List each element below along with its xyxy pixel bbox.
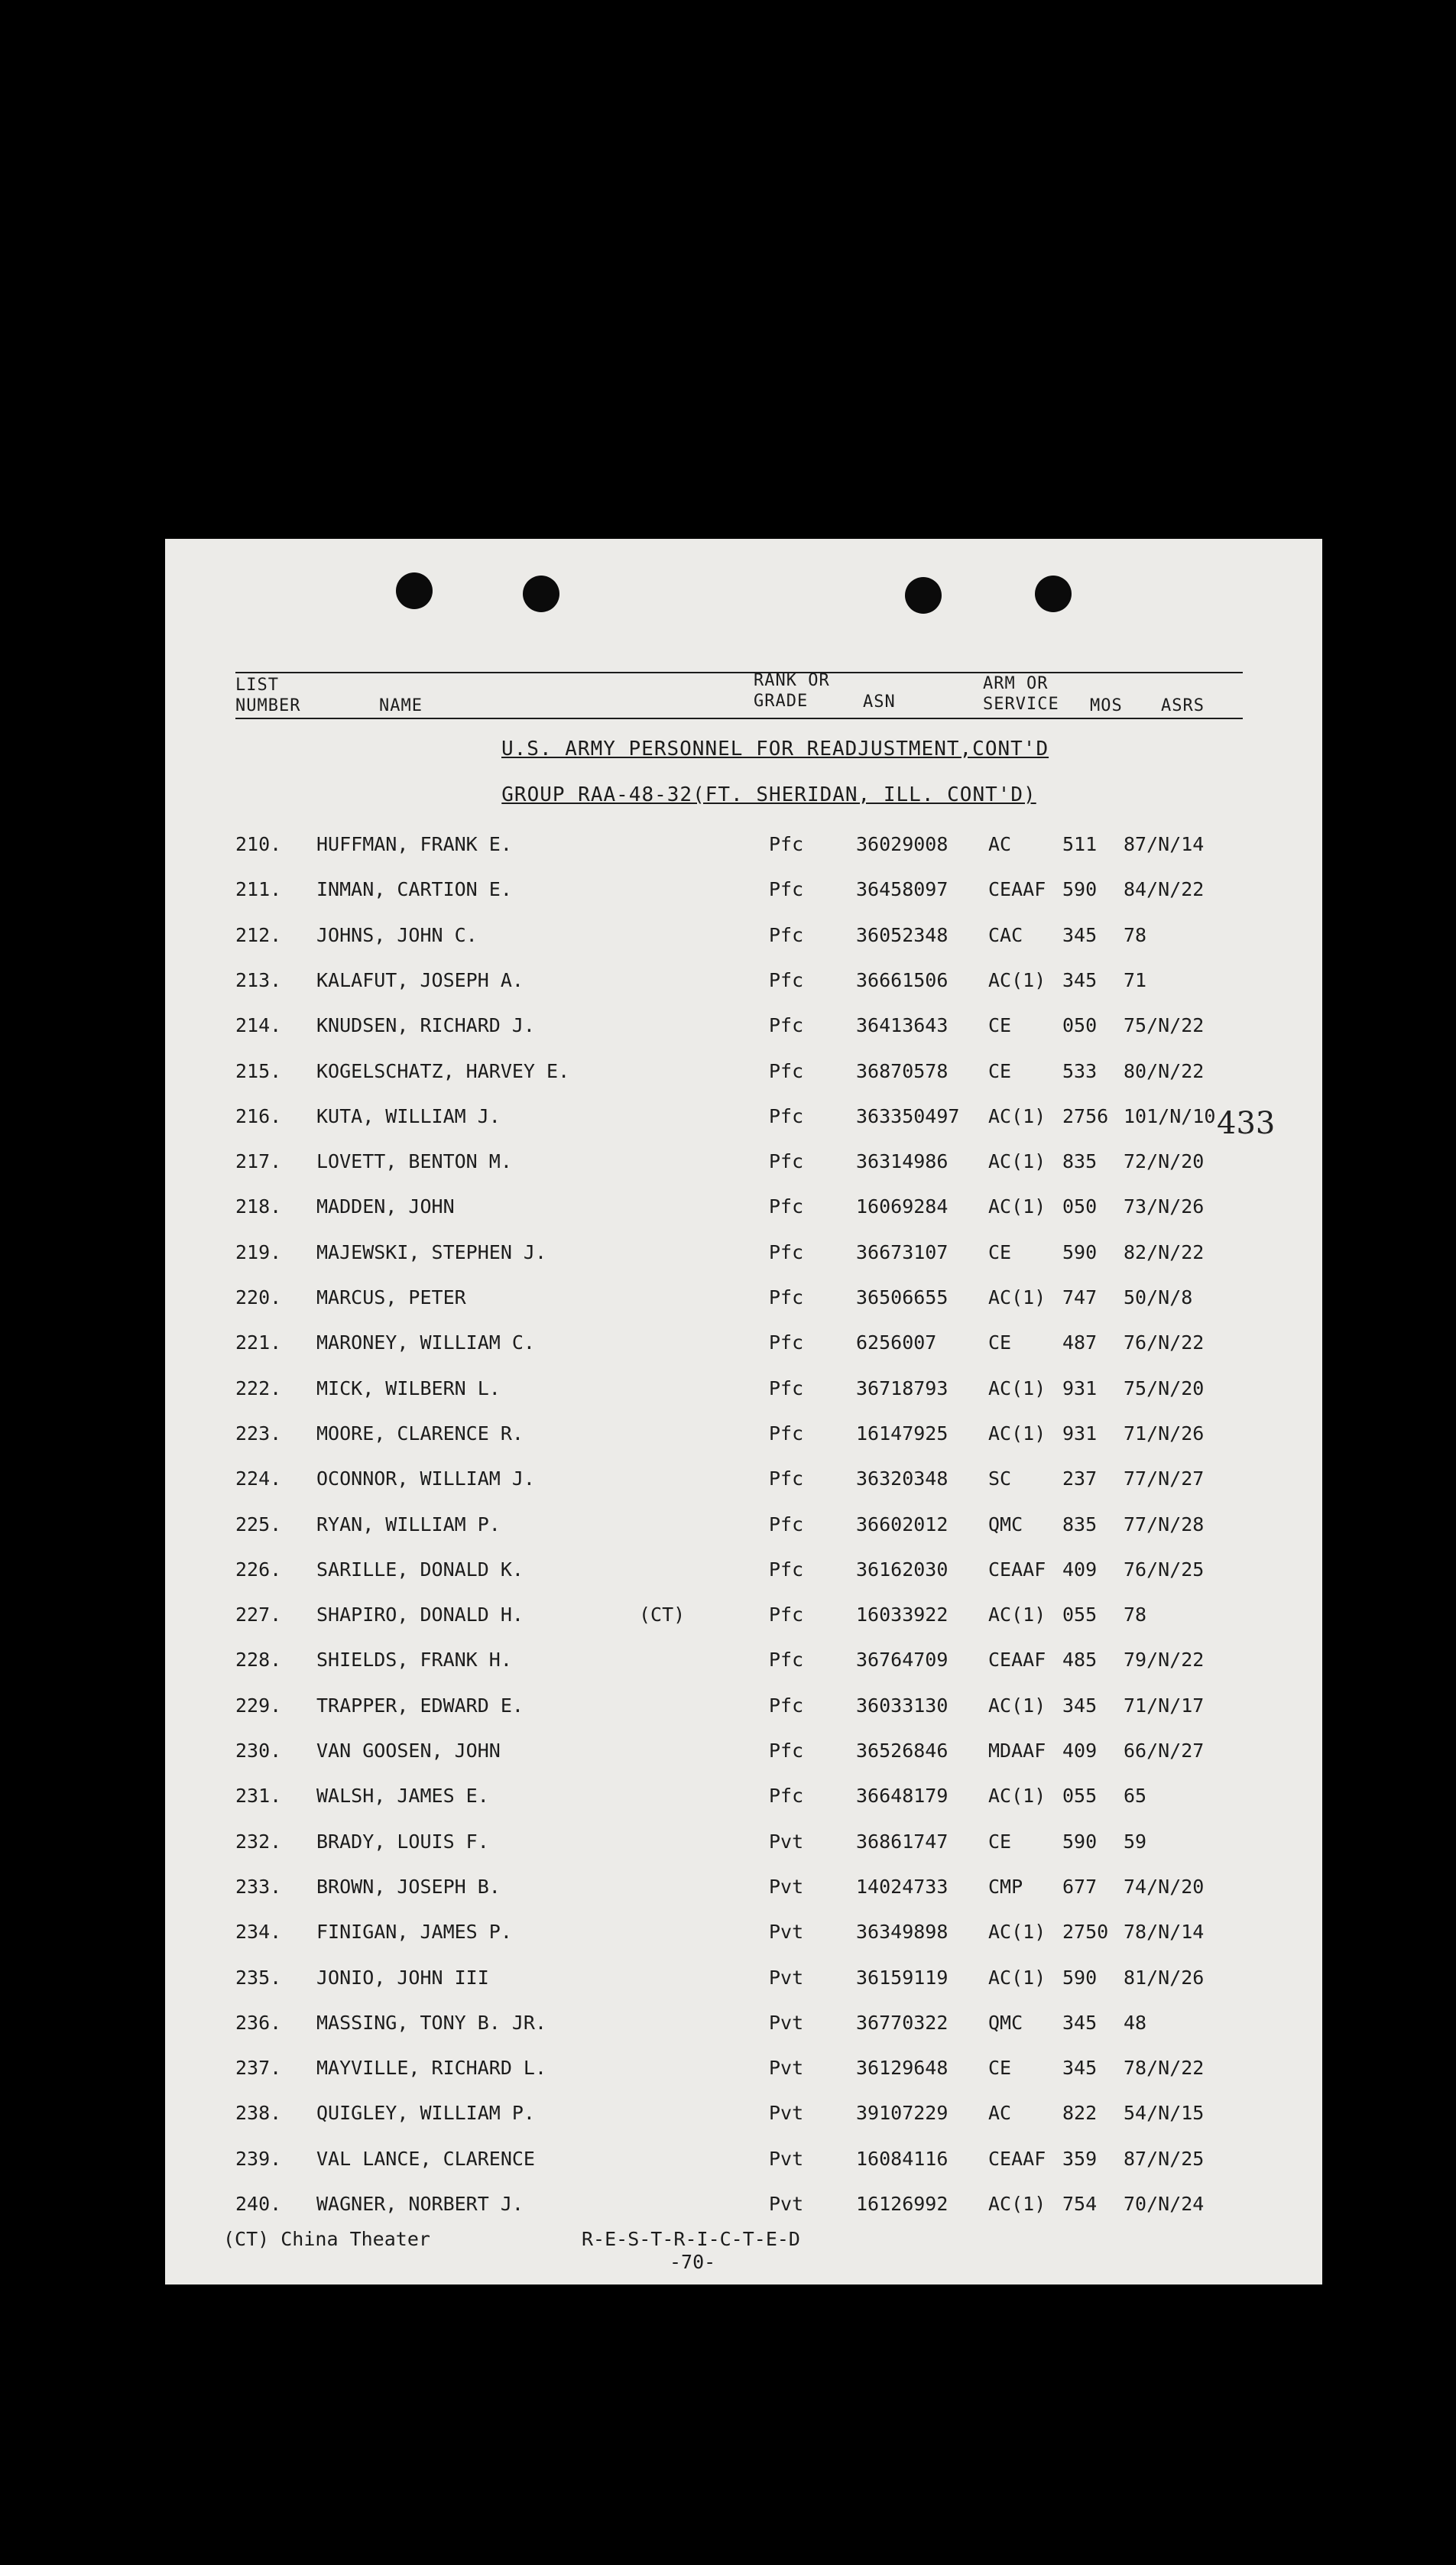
- arm-service: AC(1): [988, 1195, 1046, 1218]
- person-name: MAYVILLE, RICHARD L.: [316, 2057, 547, 2080]
- table-row: [165, 920, 1322, 951]
- rank-grade: Pvt: [769, 1875, 804, 1898]
- asrs-score: 76/N/22: [1124, 1331, 1205, 1354]
- arm-service: CMP: [988, 1875, 1023, 1898]
- asn-value: 36159119: [856, 1966, 949, 1989]
- arm-service: CE: [988, 1240, 1012, 1263]
- arm-service: SC: [988, 1467, 1012, 1490]
- person-name: MOORE, CLARENCE R.: [316, 1422, 524, 1445]
- mos-code: 590: [1062, 1240, 1098, 1263]
- asrs-score: 78: [1124, 923, 1147, 946]
- asn-value: 16069284: [856, 1195, 949, 1218]
- asn-value: 36526846: [856, 1740, 949, 1762]
- asrs-score: 78/N/22: [1124, 2057, 1205, 2080]
- rank-grade: Pvt: [769, 2057, 804, 2080]
- mos-code: 835: [1062, 1150, 1098, 1173]
- asn-value: 36770322: [856, 2011, 949, 2034]
- rank-grade: Pfc: [769, 1195, 804, 1218]
- person-name: KNUDSEN, RICHARD J.: [316, 1014, 535, 1037]
- table-row: [165, 2144, 1322, 2174]
- person-name: WALSH, JAMES E.: [316, 1785, 489, 1808]
- table-row: [165, 1010, 1322, 1041]
- person-name: TRAPPER, EDWARD E.: [316, 1694, 524, 1717]
- stamp-number: 433: [1217, 1106, 1276, 1141]
- document-page: [165, 539, 1322, 2285]
- list-number: 211.: [235, 878, 282, 901]
- table-row: [165, 2098, 1322, 2129]
- rank-grade: Pvt: [769, 2102, 804, 2125]
- person-name: SHAPIRO, DONALD H.: [316, 1604, 524, 1626]
- asrs-score: 87/N/14: [1124, 833, 1205, 855]
- table-row: [165, 1917, 1322, 1947]
- asn-value: 36349898: [856, 1921, 949, 1944]
- list-number: 226.: [235, 1558, 282, 1581]
- table-row: [165, 2008, 1322, 2038]
- person-name: BROWN, JOSEPH B.: [316, 1875, 501, 1898]
- table-row: [165, 1146, 1322, 1177]
- arm-service: MDAAF: [988, 1740, 1046, 1762]
- person-name: MAJEWSKI, STEPHEN J.: [316, 1240, 547, 1263]
- table-row: [165, 1192, 1322, 1222]
- table-row: [165, 1645, 1322, 1675]
- table-row: [165, 1963, 1322, 1993]
- rank-grade: Pvt: [769, 1966, 804, 1989]
- asrs-score: 82/N/22: [1124, 1240, 1205, 1263]
- asrs-score: 84/N/22: [1124, 878, 1205, 901]
- arm-service: CEAAF: [988, 1649, 1046, 1672]
- person-name: KUTA, WILLIAM J.: [316, 1104, 501, 1127]
- asn-value: 36861747: [856, 1830, 949, 1853]
- arm-service: AC(1): [988, 1377, 1046, 1399]
- header-mos: MOS: [1090, 696, 1123, 715]
- person-name: MARCUS, PETER: [316, 1286, 466, 1308]
- arm-service: CE: [988, 1331, 1012, 1354]
- header-name: NAME: [379, 696, 423, 715]
- arm-service: AC(1): [988, 1422, 1046, 1445]
- group-subtitle: GROUP RAA-48-32(FT. SHERIDAN, ILL. CONT'D): [501, 783, 1036, 806]
- mos-code: 590: [1062, 878, 1098, 901]
- mos-code: 345: [1062, 968, 1098, 991]
- mos-code: 050: [1062, 1014, 1098, 1037]
- arm-service: AC(1): [988, 2193, 1046, 2215]
- table-row: [165, 1509, 1322, 1540]
- asn-value: 36648179: [856, 1785, 949, 1808]
- mos-code: 677: [1062, 1875, 1098, 1898]
- arm-service: AC(1): [988, 1150, 1046, 1173]
- person-name: JONIO, JOHN III: [316, 1966, 489, 1989]
- rank-grade: Pfc: [769, 1014, 804, 1037]
- table-row: [165, 1328, 1322, 1358]
- asrs-score: 79/N/22: [1124, 1649, 1205, 1672]
- person-name: FINIGAN, JAMES P.: [316, 1921, 512, 1944]
- mos-code: 931: [1062, 1377, 1098, 1399]
- list-number: 233.: [235, 1875, 282, 1898]
- asn-value: 36029008: [856, 833, 949, 855]
- asrs-score: 81/N/26: [1124, 1966, 1205, 1989]
- asn-value: 36718793: [856, 1377, 949, 1399]
- mos-code: 409: [1062, 1558, 1098, 1581]
- rank-grade: Pfc: [769, 1422, 804, 1445]
- arm-service: CE: [988, 1014, 1012, 1037]
- arm-service: CAC: [988, 923, 1023, 946]
- table-row: [165, 1827, 1322, 1857]
- mos-code: 345: [1062, 1694, 1098, 1717]
- asn-value: 36320348: [856, 1467, 949, 1490]
- asn-value: 36052348: [856, 923, 949, 946]
- mos-code: 2756: [1062, 1104, 1109, 1127]
- table-row: [165, 1237, 1322, 1268]
- asn-value: 36661506: [856, 968, 949, 991]
- asn-value: 36033130: [856, 1694, 949, 1717]
- table-row: [165, 1781, 1322, 1811]
- arm-service: AC: [988, 833, 1012, 855]
- rank-grade: Pfc: [769, 1059, 804, 1082]
- arm-service: AC(1): [988, 1921, 1046, 1944]
- list-number: 231.: [235, 1785, 282, 1808]
- list-number: 234.: [235, 1921, 282, 1944]
- person-name: OCONNOR, WILLIAM J.: [316, 1467, 535, 1490]
- asrs-score: 76/N/25: [1124, 1558, 1205, 1581]
- asn-value: 36870578: [856, 1059, 949, 1082]
- asrs-score: 71/N/26: [1124, 1422, 1205, 1445]
- asn-value: 16033922: [856, 1604, 949, 1626]
- asrs-score: 50/N/8: [1124, 1286, 1193, 1308]
- asn-value: 16126992: [856, 2193, 949, 2215]
- asrs-score: 78: [1124, 1604, 1147, 1626]
- rank-grade: Pfc: [769, 1740, 804, 1762]
- rank-grade: Pfc: [769, 1694, 804, 1717]
- person-name: HUFFMAN, FRANK E.: [316, 833, 512, 855]
- list-number: 221.: [235, 1331, 282, 1354]
- mos-code: 055: [1062, 1785, 1098, 1808]
- table-row: [165, 1056, 1322, 1087]
- asn-value: 36602012: [856, 1513, 949, 1535]
- asn-value: 14024733: [856, 1875, 949, 1898]
- asn-value: 363350497: [856, 1104, 960, 1127]
- list-number: 212.: [235, 923, 282, 946]
- punch-hole: [1035, 576, 1072, 612]
- asrs-score: 73/N/26: [1124, 1195, 1205, 1218]
- list-number: 235.: [235, 1966, 282, 1989]
- mos-code: 345: [1062, 923, 1098, 946]
- rank-grade: Pvt: [769, 1830, 804, 1853]
- asrs-score: 74/N/20: [1124, 1875, 1205, 1898]
- list-number: 236.: [235, 2011, 282, 2034]
- rank-grade: Pfc: [769, 1467, 804, 1490]
- rank-grade: Pvt: [769, 2147, 804, 2170]
- mos-code: 533: [1062, 1059, 1098, 1082]
- arm-service: QMC: [988, 2011, 1023, 2034]
- arm-service: CE: [988, 1059, 1012, 1082]
- rank-grade: Pfc: [769, 878, 804, 901]
- footnote-legend: (CT) China Theater: [223, 2228, 430, 2250]
- asn-value: 36764709: [856, 1649, 949, 1672]
- rank-grade: Pfc: [769, 1558, 804, 1581]
- rank-grade: Pfc: [769, 833, 804, 855]
- asrs-score: 101/N/10: [1124, 1104, 1216, 1127]
- list-number: 220.: [235, 1286, 282, 1308]
- asrs-score: 75/N/20: [1124, 1377, 1205, 1399]
- rank-grade: Pfc: [769, 1150, 804, 1173]
- page-number: -70-: [670, 2251, 716, 2273]
- rank-grade: Pfc: [769, 1377, 804, 1399]
- arm-service: CEAAF: [988, 2147, 1046, 2170]
- person-name: RYAN, WILLIAM P.: [316, 1513, 501, 1535]
- list-number: 222.: [235, 1377, 282, 1399]
- rank-grade: Pfc: [769, 1104, 804, 1127]
- asn-value: 6256007: [856, 1331, 937, 1354]
- asrs-score: 75/N/22: [1124, 1014, 1205, 1037]
- table-row: [165, 965, 1322, 996]
- mos-code: 822: [1062, 2102, 1098, 2125]
- rank-grade: Pfc: [769, 1331, 804, 1354]
- header-asn: ASN: [863, 692, 896, 712]
- table-row: [165, 1101, 1322, 1132]
- header-asrs: ASRS: [1161, 696, 1205, 715]
- list-number: 223.: [235, 1422, 282, 1445]
- person-name: JOHNS, JOHN C.: [316, 923, 478, 946]
- mos-code: 409: [1062, 1740, 1098, 1762]
- table-row: [165, 1419, 1322, 1449]
- mos-code: 359: [1062, 2147, 1098, 2170]
- person-name: WAGNER, NORBERT J.: [316, 2193, 524, 2215]
- list-number: 239.: [235, 2147, 282, 2170]
- table-row: [165, 829, 1322, 860]
- asn-value: 16084116: [856, 2147, 949, 2170]
- table-row: [165, 2189, 1322, 2220]
- rank-grade: Pvt: [769, 1921, 804, 1944]
- mos-code: 485: [1062, 1649, 1098, 1672]
- arm-service: AC(1): [988, 1104, 1046, 1127]
- table-row: [165, 2053, 1322, 2083]
- rank-grade: Pfc: [769, 1286, 804, 1308]
- rank-grade: Pfc: [769, 1513, 804, 1535]
- asrs-score: 80/N/22: [1124, 1059, 1205, 1082]
- arm-service: CEAAF: [988, 878, 1046, 901]
- arm-service: AC(1): [988, 1694, 1046, 1717]
- rank-grade: Pfc: [769, 1649, 804, 1672]
- person-name: SHIELDS, FRANK H.: [316, 1649, 512, 1672]
- list-number: 227.: [235, 1604, 282, 1626]
- asrs-score: 70/N/24: [1124, 2193, 1205, 2215]
- list-number: 215.: [235, 1059, 282, 1082]
- table-row: [165, 1373, 1322, 1404]
- list-number: 219.: [235, 1240, 282, 1263]
- asn-value: 39107229: [856, 2102, 949, 2125]
- person-name: VAL LANCE, CLARENCE: [316, 2147, 535, 2170]
- punch-hole: [523, 576, 559, 612]
- asrs-score: 66/N/27: [1124, 1740, 1205, 1762]
- person-name: LOVETT, BENTON M.: [316, 1150, 512, 1173]
- rank-grade: Pfc: [769, 968, 804, 991]
- person-name: MICK, WILBERN L.: [316, 1377, 501, 1399]
- mos-code: 835: [1062, 1513, 1098, 1535]
- asrs-score: 65: [1124, 1785, 1147, 1808]
- list-number: 230.: [235, 1740, 282, 1762]
- rank-grade: Pfc: [769, 1240, 804, 1263]
- table-row: [165, 1555, 1322, 1585]
- list-number: 210.: [235, 833, 282, 855]
- person-name: KALAFUT, JOSEPH A.: [316, 968, 524, 991]
- arm-service: AC(1): [988, 1604, 1046, 1626]
- list-number: 229.: [235, 1694, 282, 1717]
- asrs-score: 48: [1124, 2011, 1147, 2034]
- person-name: QUIGLEY, WILLIAM P.: [316, 2102, 535, 2125]
- mos-code: 345: [1062, 2011, 1098, 2034]
- header-arm: ARM OR SERVICE: [983, 674, 1059, 714]
- asrs-score: 87/N/25: [1124, 2147, 1205, 2170]
- list-number: 232.: [235, 1830, 282, 1853]
- person-name: VAN GOOSEN, JOHN: [316, 1740, 501, 1762]
- mos-code: 050: [1062, 1195, 1098, 1218]
- asrs-score: 71: [1124, 968, 1147, 991]
- asrs-score: 72/N/20: [1124, 1150, 1205, 1173]
- arm-service: AC(1): [988, 1785, 1046, 1808]
- rank-grade: Pfc: [769, 1604, 804, 1626]
- theater-note: (CT): [639, 1604, 686, 1626]
- asrs-score: 77/N/27: [1124, 1467, 1205, 1490]
- list-number: 216.: [235, 1104, 282, 1127]
- asn-value: 36314986: [856, 1150, 949, 1173]
- table-row: [165, 1736, 1322, 1766]
- mos-code: 345: [1062, 2057, 1098, 2080]
- person-name: SARILLE, DONALD K.: [316, 1558, 524, 1581]
- arm-service: AC: [988, 2102, 1012, 2125]
- person-name: BRADY, LOUIS F.: [316, 1830, 489, 1853]
- asrs-score: 71/N/17: [1124, 1694, 1205, 1717]
- punch-hole: [905, 577, 942, 614]
- document-title: U.S. ARMY PERSONNEL FOR READJUSTMENT,CONT'D: [501, 738, 1049, 760]
- rank-grade: Pfc: [769, 1785, 804, 1808]
- asrs-score: 54/N/15: [1124, 2102, 1205, 2125]
- arm-service: CE: [988, 2057, 1012, 2080]
- mos-code: 487: [1062, 1331, 1098, 1354]
- list-number: 213.: [235, 968, 282, 991]
- rank-grade: Pfc: [769, 923, 804, 946]
- list-number: 218.: [235, 1195, 282, 1218]
- mos-code: 754: [1062, 2193, 1098, 2215]
- asn-value: 36506655: [856, 1286, 949, 1308]
- list-number: 237.: [235, 2057, 282, 2080]
- mos-code: 055: [1062, 1604, 1098, 1626]
- arm-service: CE: [988, 1830, 1012, 1853]
- person-name: KOGELSCHATZ, HARVEY E.: [316, 1059, 570, 1082]
- person-name: INMAN, CARTION E.: [316, 878, 512, 901]
- asn-value: 36413643: [856, 1014, 949, 1037]
- mos-code: 2750: [1062, 1921, 1109, 1944]
- rank-grade: Pvt: [769, 2193, 804, 2215]
- asn-value: 16147925: [856, 1422, 949, 1445]
- table-row: [165, 1691, 1322, 1721]
- asn-value: 36162030: [856, 1558, 949, 1581]
- arm-service: QMC: [988, 1513, 1023, 1535]
- arm-service: AC(1): [988, 968, 1046, 991]
- person-name: MADDEN, JOHN: [316, 1195, 455, 1218]
- list-number: 240.: [235, 2193, 282, 2215]
- header-rank: RANK OR GRADE: [754, 671, 830, 711]
- table-row: [165, 1872, 1322, 1902]
- arm-service: CEAAF: [988, 1558, 1046, 1581]
- punch-hole: [396, 572, 433, 609]
- mos-code: 590: [1062, 1966, 1098, 1989]
- person-name: MARONEY, WILLIAM C.: [316, 1331, 535, 1354]
- table-row: [165, 1600, 1322, 1630]
- mos-code: 590: [1062, 1830, 1098, 1853]
- asrs-score: 77/N/28: [1124, 1513, 1205, 1535]
- table-row: [165, 1464, 1322, 1494]
- asn-value: 36673107: [856, 1240, 949, 1263]
- mos-code: 237: [1062, 1467, 1098, 1490]
- mos-code: 747: [1062, 1286, 1098, 1308]
- mos-code: 511: [1062, 833, 1098, 855]
- list-number: 214.: [235, 1014, 282, 1037]
- header-top-rule: [235, 672, 1243, 673]
- arm-service: AC(1): [988, 1966, 1046, 1989]
- asn-value: 36458097: [856, 878, 949, 901]
- header-bottom-rule: [235, 718, 1243, 719]
- person-name: MASSING, TONY B. JR.: [316, 2011, 547, 2034]
- rank-grade: Pvt: [769, 2011, 804, 2034]
- table-row: [165, 874, 1322, 905]
- list-number: 225.: [235, 1513, 282, 1535]
- asrs-score: 59: [1124, 1830, 1147, 1853]
- header-list-number: LIST NUMBER: [235, 676, 301, 715]
- mos-code: 931: [1062, 1422, 1098, 1445]
- table-row: [165, 1282, 1322, 1313]
- list-number: 224.: [235, 1467, 282, 1490]
- list-number: 217.: [235, 1150, 282, 1173]
- restricted-marking: R-E-S-T-R-I-C-T-E-D: [582, 2228, 800, 2250]
- arm-service: AC(1): [988, 1286, 1046, 1308]
- asn-value: 36129648: [856, 2057, 949, 2080]
- list-number: 228.: [235, 1649, 282, 1672]
- list-number: 238.: [235, 2102, 282, 2125]
- asrs-score: 78/N/14: [1124, 1921, 1205, 1944]
